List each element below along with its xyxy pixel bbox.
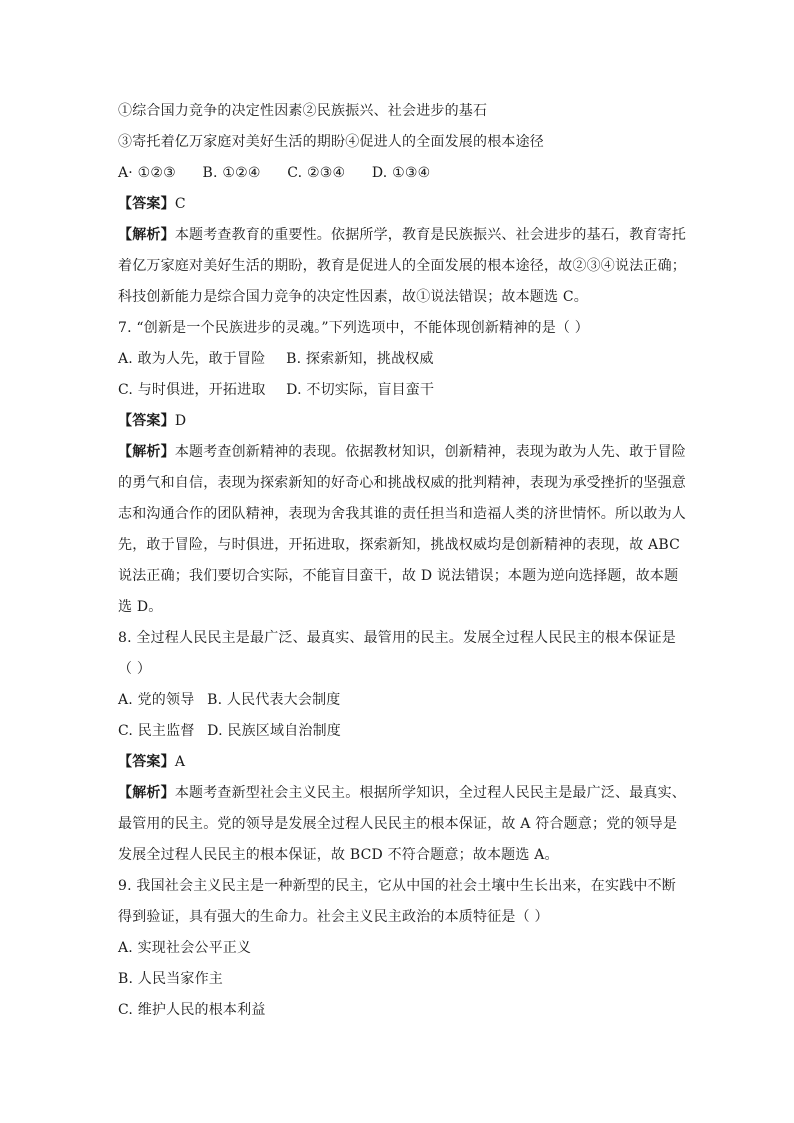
q6-options-line-1: ①综合国力竞争的决定性因素②民族振兴、社会进步的基石 (118, 103, 488, 119)
q8-choice-d: D. 民族区域自治制度 (207, 723, 341, 739)
analysis-tag: 【解析】 (118, 444, 175, 460)
q8-analysis-line-1 (118, 778, 687, 809)
q7-analysis-line-5: 说法正确；我们要切合实际，不能盲目蛮干，故 D 说法错误；本题为逆向选择题，故本题 (118, 568, 679, 584)
q8-choice-a: A. 党的领导 (118, 692, 195, 708)
q7-stem: 7. “创新是一个民族进步的灵魂。”下列选项中，不能体现创新精神的是（ ） (118, 320, 589, 336)
q6-analysis-line-1 (118, 220, 687, 251)
q9-stem-line-2: 得到验证，具有强大的生命力。社会主义民主政治的本质特征是（ ） (118, 909, 549, 925)
analysis-text: 本题考查教育的重要性。依据所学，教育是民族振兴、社会进步的基石，教育寄托 (174, 227, 687, 243)
q7-analysis-line-4: 先，敢于冒险，与时俱进，开拓进取，探索新知，挑战权威均是创新精神的表现，故 ABC (118, 537, 681, 553)
q6-choices (118, 158, 678, 189)
analysis-text: 本题考查创新精神的表现。依据教材知识，创新精神，表现为敢为人先、敢于冒险 (174, 444, 687, 460)
q8-choices-row-1 (118, 685, 678, 716)
q7-analysis-line-1 (118, 437, 687, 468)
answer-value: C (174, 196, 186, 212)
q7-choice-c: C. 与时俱进，开拓进取 (118, 382, 266, 398)
q9-choice-a: A. 实现社会公平正义 (118, 940, 252, 956)
q6-choice-a: A· ①②③ (118, 165, 176, 181)
analysis-tag: 【解析】 (118, 227, 175, 243)
q6-choice-c: C. ②③④ (287, 165, 346, 181)
q7-choice-b: B. 探索新知，挑战权威 (286, 351, 434, 367)
q6-analysis-line-2: 着亿万家庭对美好生活的期盼，教育是促进人的全面发展的根本途径，故②③④说法正确； (118, 258, 686, 274)
q8-stem-line-1: 8. 全过程人民民主是最广泛、最真实、最管用的民主。发展全过程人民民主的根本保证是 (118, 630, 677, 646)
q7-choices-row-1 (118, 344, 678, 375)
q6-choice-b: B. ①②④ (202, 165, 261, 181)
q8-choice-b: B. 人民代表大会制度 (207, 692, 341, 708)
q8-stem-line-2: （ ） (118, 661, 152, 677)
q7-analysis-line-6: 选 D。 (118, 599, 163, 615)
document-page (118, 96, 687, 1026)
analysis-text: 本题考查新型社会主义民主。根据所学知识，全过程人民民主是最广泛、最真实、 (174, 785, 687, 801)
q7-analysis-line-2: 的勇气和自信，表现为探索新知的好奇心和挑战权威的批判精神，表现为承受挫折的坚强意 (118, 475, 686, 491)
answer-tag: 【答案】 (118, 413, 175, 429)
answer-tag: 【答案】 (118, 754, 175, 770)
q8-choices-row-2 (118, 716, 678, 747)
q6-answer (118, 189, 678, 220)
q8-answer (118, 747, 678, 778)
answer-value: A (174, 754, 186, 770)
q9-choice-c: C. 维护人民的根本利益 (118, 1002, 266, 1018)
answer-tag: 【答案】 (118, 196, 175, 212)
q7-choice-a: A. 敢为人先，敢于冒险 (118, 351, 266, 367)
q7-choice-d: D. 不切实际，盲目蛮干 (286, 382, 435, 398)
answer-value: D (174, 413, 187, 429)
q6-options-line-2: ③寄托着亿万家庭对美好生活的期盼④促进人的全面发展的根本途径 (118, 134, 544, 150)
q8-analysis-line-3: 发展全过程人民民主的根本保证，故 BCD 不符合题意；故本题选 A。 (118, 847, 559, 863)
q8-choice-c: C. 民主监督 (118, 723, 195, 739)
q7-analysis-line-3: 志和沟通合作的团队精神，表现为舍我其谁的责任担当和造福人类的济世情怀。所以敢为人 (118, 506, 686, 522)
analysis-tag: 【解析】 (118, 785, 175, 801)
q7-choices-row-2 (118, 375, 678, 406)
q7-answer (118, 406, 678, 437)
q9-choice-b: B. 人民当家作主 (118, 971, 223, 987)
q6-choice-d: D. ①③④ (371, 165, 431, 181)
q8-analysis-line-2: 最管用的民主。党的领导是发展全过程人民民主的根本保证，故 A 符合题意；党的领导是 (118, 816, 678, 832)
q9-stem-line-1: 9. 我国社会主义民主是一种新型的民主，它从中国的社会土壤中生长出来，在实践中不断 (118, 878, 677, 894)
q6-analysis-line-3: 科技创新能力是综合国力竞争的决定性因素，故①说法错误；故本题选 C。 (118, 289, 588, 305)
